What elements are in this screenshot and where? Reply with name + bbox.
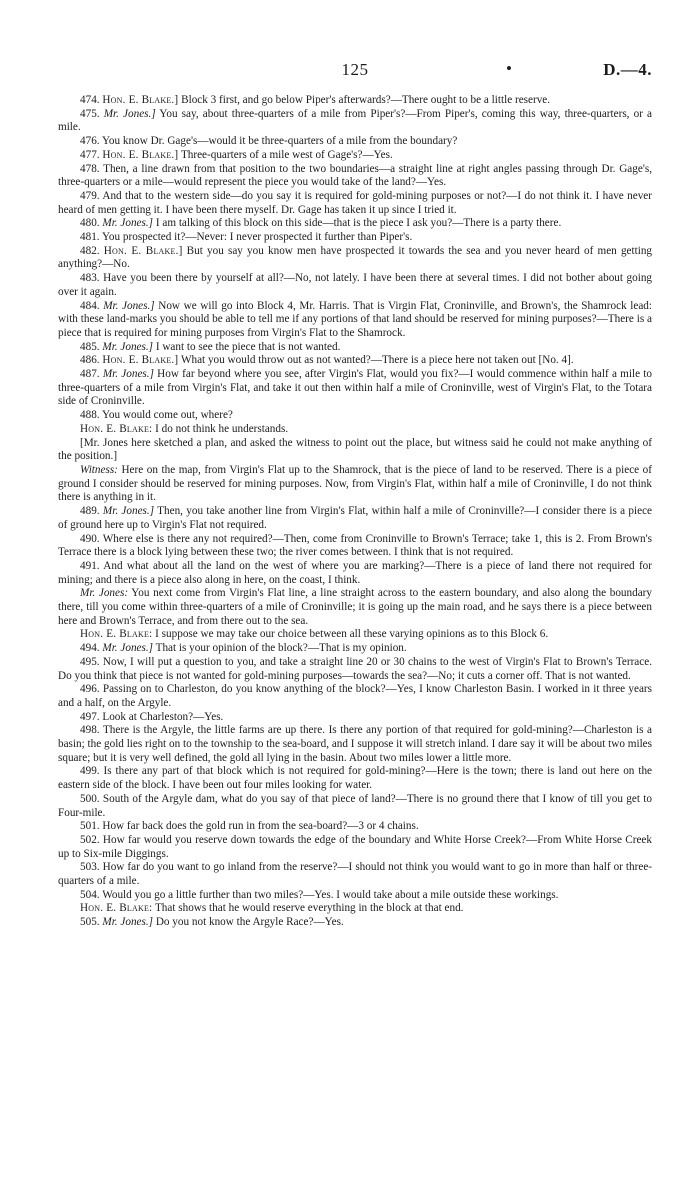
question-number: 474. (80, 94, 103, 106)
transcript-paragraph (58, 656, 652, 683)
question-number: 483. (80, 272, 104, 285)
question-number: 489. (80, 505, 103, 518)
speaker-label: Hon. E. Blake.] (102, 94, 179, 106)
paragraph-text: Now we will go into Block 4, Mr. Harris. That is Virgin Flat, Croninville, and Brown's, the Shamrock lead: with these land-marks you should be able to tell me if any portions of that land should be reserved for mining purposes?—There is a piece that is required for mining purposes from Virgin's Flat to the Shamrock. (58, 299, 653, 339)
transcript-paragraph (58, 765, 652, 792)
transcript-paragraph (58, 135, 652, 149)
speaker-label: Mr. Jones.] (102, 217, 154, 230)
speaker-label: Hon. E. Blake: (80, 902, 153, 915)
question-number: 491. (80, 559, 104, 572)
document-reference: D.—4. (603, 60, 652, 79)
transcript-paragraph (58, 231, 652, 245)
transcript-paragraph (58, 245, 652, 272)
question-number: 505. (80, 916, 103, 929)
question-number: 503. (80, 861, 103, 874)
paragraph-text: Would you go a little further than two miles?—Yes. I would take about a mile outside these workings. (102, 888, 559, 901)
question-number: 485. (80, 340, 103, 353)
speaker-label: Hon. E. Blake: (80, 628, 153, 641)
speaker-label: Hon. E. Blake.] (102, 354, 179, 367)
transcript-paragraph (58, 711, 652, 725)
paragraph-text: But you say you know men have prospected it towards the sea and you never heard of men getting anything?—No. (58, 244, 653, 271)
question-number: 502. (80, 833, 103, 846)
paragraph-text: And that to the western side—do you say it is required for gold-mining purposes or not?—I do not think it. I have never heard of men getting it. I have been there myself. Dr. Gage has taken it up since I tried it. (58, 189, 652, 216)
paragraph-text: I want to see the piece that is not wanted. (153, 340, 341, 353)
question-number: 477. (80, 148, 103, 161)
question-number: 499. (80, 765, 104, 778)
transcript-paragraph (58, 368, 652, 409)
transcript-paragraph (58, 628, 652, 642)
speaker-label: Mr. Jones.] (102, 505, 155, 518)
transcript-paragraph (58, 724, 652, 765)
paragraph-text: There is the Argyle, the little farms are up there. Is there any portion of that required for gold-mining?—Charleston is a basin; the gold lies right on to the township to the sea-board, and I suppose it will stretch inland. I dare say it will be about two miles square; but it is very well defined, the gold all lying in the basin. About two miles lower a little more. (58, 724, 652, 764)
transcript-paragraph (58, 94, 652, 108)
paragraph-text: How far do you want to go inland from the reserve?—I should not think you would want to go in more than half or three-quarters of a mile. (58, 861, 653, 888)
question-number: 500. (80, 792, 103, 805)
transcript-paragraph (58, 163, 652, 190)
question-number: 495. (80, 655, 103, 668)
page-number: 125 (341, 60, 369, 79)
paragraph-text: Passing on to Charleston, do you know anything of the block?—Yes, I know Charleston Basin. I worked in it three years and a half, on the Argyle. (58, 683, 652, 709)
speaker-label: Mr. Jones: (80, 587, 129, 600)
speaker-label: Hon. E. Blake.] (103, 244, 183, 257)
paragraph-text: You next come from Virgin's Flat line, a line straight across to the eastern boundary, and also along the boundary there, till you come within three-quarters of a mile of Croninville; it is going up the main road, and he says there is a piece between here and Brown's Terrace, and from there out to the sea. (58, 587, 652, 627)
paragraph-text: Here on the map, from Virgin's Flat up to the Shamrock, that is the piece of land to be reserved. There is a piece of ground I consider should be reserved for mining purposes. Now, from Virgin's Flat, within half a mile of Croninville, I do not think there is anything in it. (58, 463, 652, 504)
question-number: 475. (80, 107, 104, 120)
page-header (58, 60, 652, 94)
paragraph-text: How far beyond where you see, after Virgin's Flat, would you fix?—I would commence within half a mile to three-quarters of a mile from Virgin's Flat, and take it out then within half a mile of Croninville, west of Virgin's Flat, to the Totara side of Croninville. (58, 368, 652, 408)
transcript-paragraph (58, 834, 652, 861)
paragraph-text: How far would you reserve down towards the edge of the boundary and White Horse Creek?—From White Horse Creek up to Six-mile Diggings. (58, 833, 652, 860)
speaker-label: Mr. Jones.] (103, 107, 156, 120)
question-number: 494. (80, 642, 103, 655)
paragraph-text: You say, about three-quarters of a mile from Piper's?—From Piper's, coming this way, three-quarters, or a mile. (58, 107, 653, 134)
question-number: 484. (80, 299, 104, 312)
transcript-paragraph (58, 560, 652, 587)
question-number: 504. (80, 888, 103, 901)
transcript-paragraph (58, 423, 652, 437)
speaker-label: Witness: (80, 463, 118, 476)
transcript-paragraph (58, 217, 652, 231)
paragraph-text: Now, I will put a question to you, and take a straight line 20 or 30 chains to the west of Virgin's Flat to Brown's Terrace. Do you think that piece is not wanted for gold-mining purposes—towards the sea?—No; it cuts a corner off. That is not wanted. (58, 655, 652, 682)
question-number: 490. (80, 532, 103, 545)
speaker-label: Mr. Jones.] (102, 916, 154, 929)
paragraph-text: South of the Argyle dam, what do you say of that piece of land?—There is no ground there that I know of till you get to Four-mile. (58, 792, 652, 819)
header-separator: • (506, 59, 512, 78)
paragraph-text: That is your opinion of the block?—That is my opinion. (153, 642, 407, 655)
transcript-paragraph (58, 464, 652, 505)
paragraph-text: Is there any part of that block which is not required for gold-mining?—Here is the town; there is land out here on the eastern side of the block. I have been out four miles looking for water. (58, 765, 652, 792)
speaker-label: Mr. Jones.] (102, 368, 154, 381)
question-number: 496. (80, 683, 103, 696)
question-number: 480. (80, 217, 103, 230)
transcript-paragraph (58, 341, 652, 355)
transcript-paragraph (58, 190, 652, 217)
paragraph-text: Do you not know the Argyle Race?—Yes. (153, 916, 344, 929)
paragraph-text: You prospected it?—Never: I never prospected it further than Piper's. (101, 231, 413, 244)
paragraph-text: [Mr. Jones here sketched a plan, and asked the witness to point out the place, but witness said he could not make anything of the position.] (58, 436, 652, 463)
transcript-paragraph (58, 300, 652, 341)
question-number: 501. (80, 820, 103, 833)
transcript-paragraph (58, 683, 652, 710)
transcript-paragraph (58, 793, 652, 820)
question-number: 497. (80, 710, 103, 723)
paragraph-text: How far back does the gold run in from the sea-board?—3 or 4 chains. (102, 820, 419, 833)
paragraph-text: Block 3 first, and go below Piper's afterwards?—There ought to be a little reserve. (178, 94, 551, 106)
paragraph-text: Then, you take another line from Virgin's Flat, within half a mile of Croninville?—I consider there is a piece of ground here up to Virgin's Flat not required. (58, 505, 653, 531)
paragraph-text: I do not think he understands. (152, 422, 289, 435)
paragraph-text: That shows that he would reserve everything in the block at that end. (152, 902, 464, 915)
question-number: 488. (80, 409, 102, 422)
transcript-paragraph (58, 108, 652, 135)
question-number: 476. (80, 135, 102, 148)
transcript-paragraph (58, 861, 652, 888)
paragraph-text: Look at Charleston?—Yes. (102, 710, 224, 723)
paragraph-text: Have you been there by yourself at all?—No, not lately. I have been there at several times. I did not bother about going over it again. (58, 272, 653, 298)
transcript-paragraph (58, 587, 652, 628)
speaker-label: Hon. E. Blake.] (102, 148, 179, 161)
paragraph-text: You know Dr. Gage's—would it be three-quarters of a mile from the boundary? (101, 135, 458, 148)
question-number: 479. (80, 189, 103, 202)
question-number: 478. (80, 162, 104, 175)
transcript-paragraph (58, 820, 652, 834)
transcript-paragraph (58, 902, 652, 916)
paragraph-text: What you would throw out as not wanted?—There is a piece here not taken out [No. 4]. (178, 354, 574, 367)
speaker-label: Mr. Jones.] (102, 642, 154, 655)
paragraph-text: Where else is there any not required?—Then, come from Croninville to Brown's Terrace; take 1, this is 2. From Brown's Terrace there is a block lying between these two; the river comes between. I think that is not required. (58, 532, 652, 559)
question-number: 486. (80, 354, 103, 367)
question-number: 481. (80, 231, 102, 244)
transcript-paragraph (58, 533, 652, 560)
transcript-paragraph (58, 437, 652, 464)
question-number: 482. (80, 244, 104, 257)
paragraph-text: I am talking of this block on this side—that is the piece I ask you?—There is a party there. (153, 217, 562, 230)
transcript-paragraph (58, 409, 652, 423)
paragraph-text: You would come out, where? (101, 409, 233, 422)
transcript-paragraph (58, 916, 652, 930)
paragraph-text: Three-quarters of a mile west of Gage's?—Yes. (178, 148, 393, 161)
paragraph-text: I suppose we may take our choice between all these varying opinions as to this Block 6. (152, 628, 549, 641)
paragraph-text: Then, a line drawn from that position to the two boundaries—a straight line at right angles passing through Dr. Gage's, three-quarters or a mile—would represent the piece you would take of the land?—Yes. (58, 162, 652, 189)
transcript-paragraph (58, 272, 652, 299)
transcript-paragraph (58, 354, 652, 368)
transcript-paragraph (58, 505, 652, 532)
speaker-label: Mr. Jones.] (103, 299, 155, 312)
transcript-body (58, 94, 652, 930)
transcript-paragraph (58, 642, 652, 656)
speaker-label: Mr. Jones.] (102, 340, 154, 353)
transcript-paragraph (58, 889, 652, 903)
question-number: 498. (80, 724, 103, 737)
paragraph-text: And what about all the land on the west of where you are marking?—There is a piece of land there not required for mining; and there is a piece also along in here, on the coast, I think. (58, 559, 652, 586)
question-number: 487. (80, 368, 103, 381)
speaker-label: Hon. E. Blake: (80, 422, 153, 435)
transcript-paragraph (58, 149, 652, 163)
